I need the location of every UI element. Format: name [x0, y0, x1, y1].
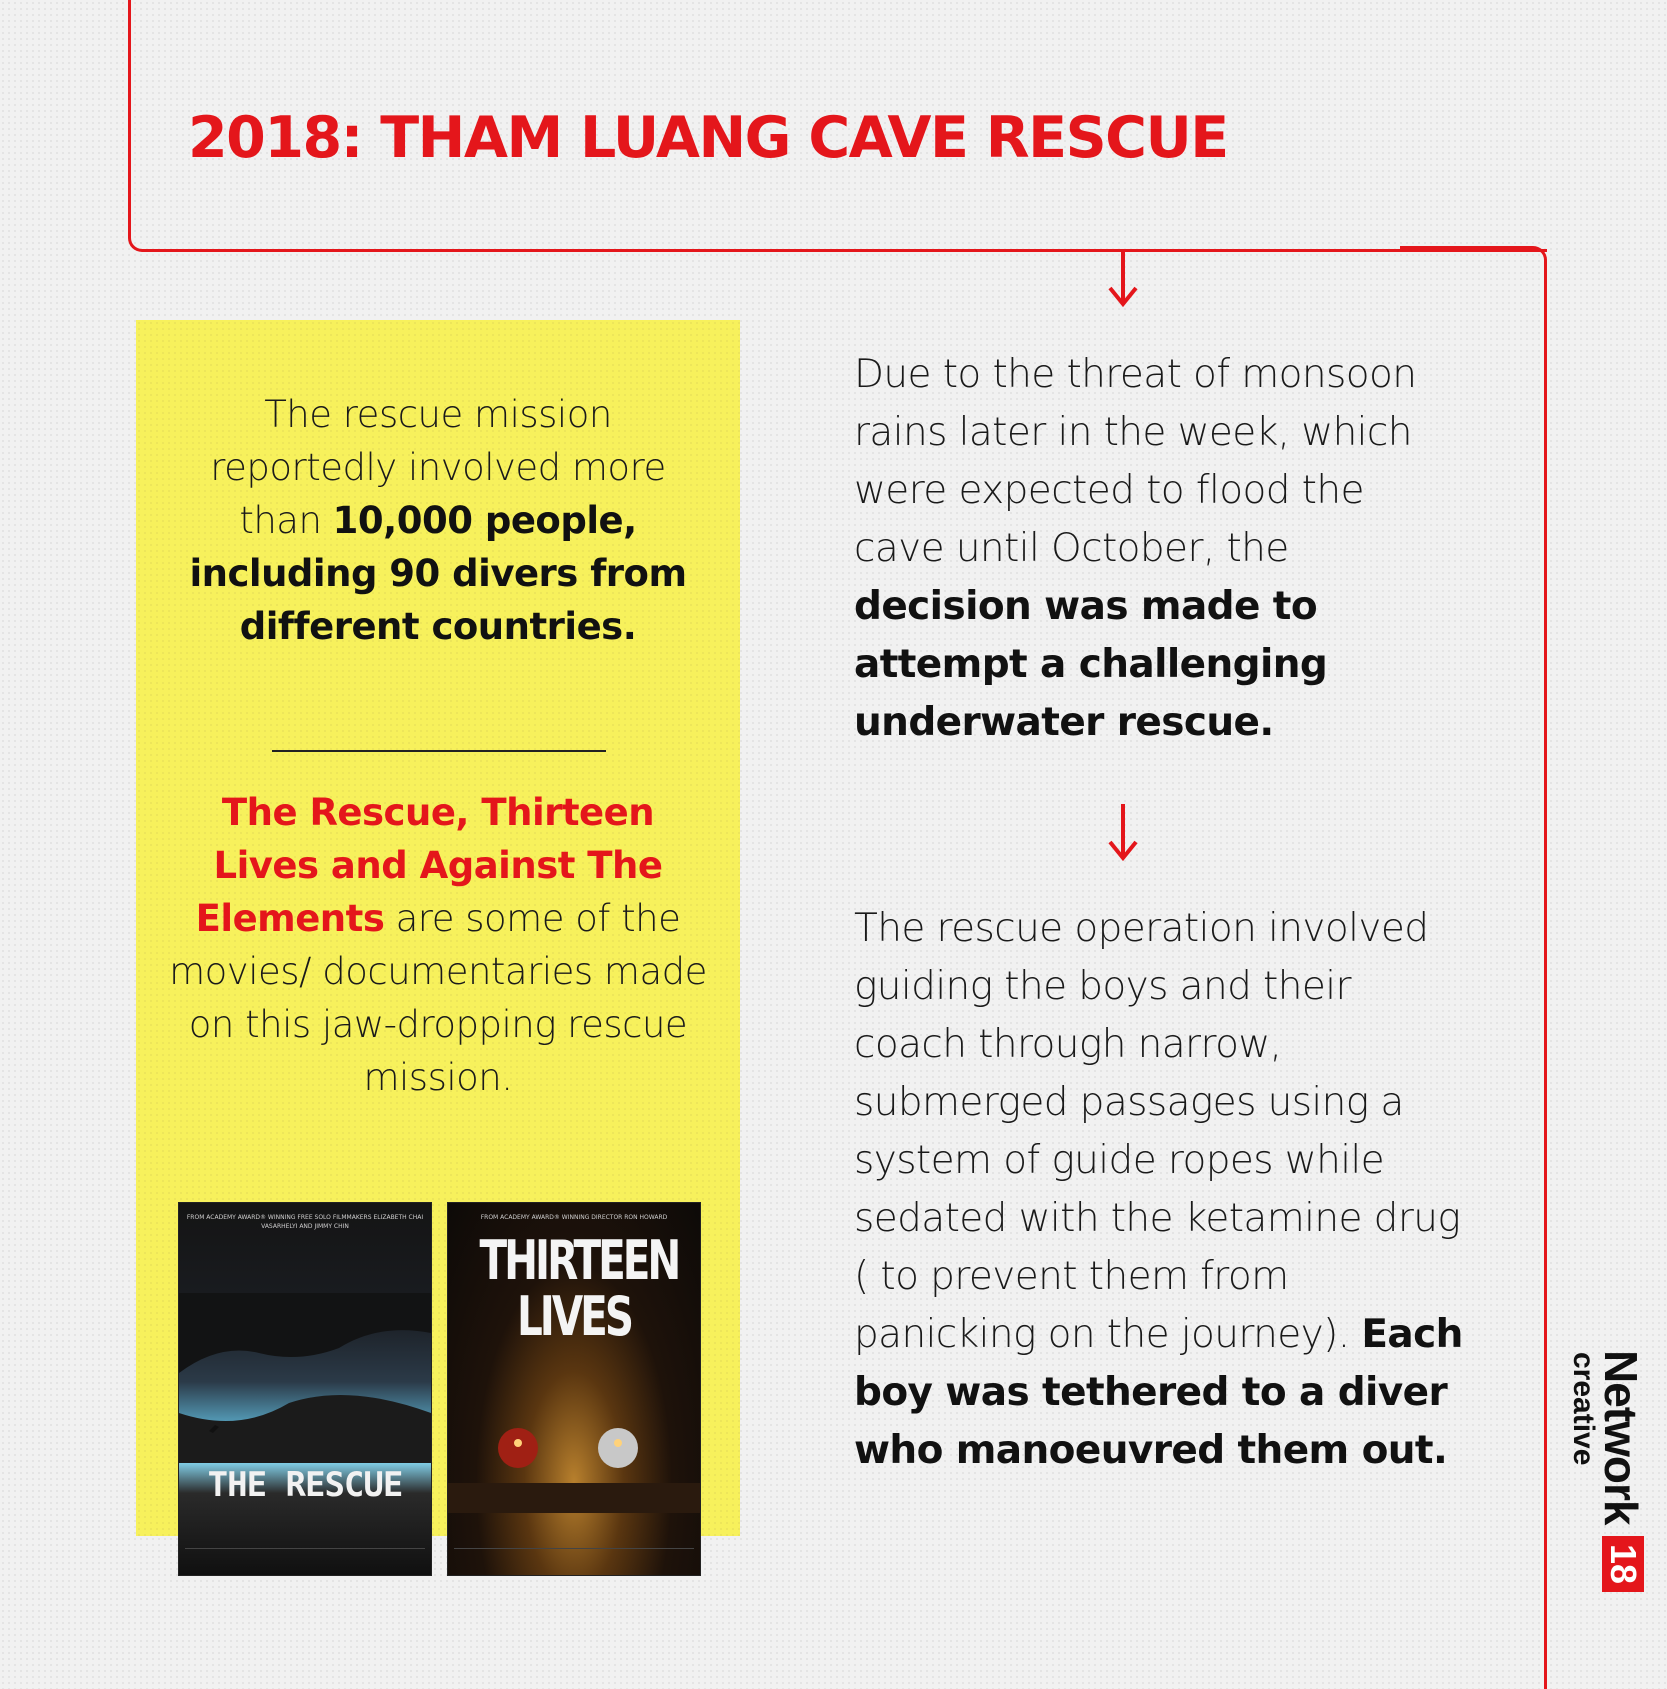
poster-thirteen-lives — [447, 1202, 701, 1576]
network18-creative-logo — [1548, 1350, 1648, 1600]
poster-the-rescue-tagline: FROM ACADEMY AWARD® WINNING FREE SOLO FILMMAKERS ELIZABETH CHAI VASARHELYI AND JIMMY CHIN — [186, 1214, 424, 1230]
text-block-decision-wrap — [854, 346, 1464, 752]
logo-creative-text: creative — [1567, 1352, 1600, 1466]
page-title: 2018: THAM LUANG CAVE RESCUE — [188, 105, 1228, 171]
panel-intro-bold: 10,000 people, including 90 divers from different countries. — [189, 499, 687, 648]
text-block-operation — [854, 900, 1494, 1480]
divers-illustration — [448, 1403, 700, 1513]
text-block-operation-wrap — [854, 900, 1464, 1480]
decision-text: Due to the threat of monsoon rains later in the week, which were expected to flood the cave until October, the — [854, 352, 1417, 571]
poster-credits — [454, 1548, 694, 1567]
movies-text: are some of the movies/ documentaries made on this jaw-dropping rescue mission. — [169, 897, 707, 1099]
operation-bold: Each boy was tethered to a diver who manoeuvred them out. — [854, 1312, 1463, 1473]
cave-silhouette — [179, 1293, 431, 1463]
yellow-panel — [136, 320, 740, 1536]
poster-thirteen-lives-tagline: FROM ACADEMY AWARD® WINNING DIRECTOR RON HOWARD — [480, 1214, 668, 1221]
arrow-down-icon — [1108, 248, 1138, 308]
logo-network-text: Network — [1595, 1350, 1647, 1525]
decision-bold: decision was made to attempt a challenging underwater rescue. — [854, 584, 1328, 745]
poster-credits — [185, 1548, 425, 1567]
operation-text: The rescue operation involved guiding the boys and their coach through narrow, submerged passages using a system of guide ropes while sedated with the ketamine drug ( to prevent them from panicking on the journey). — [854, 906, 1461, 1357]
panel-intro-text: The rescue mission reportedly involved more than — [210, 393, 666, 542]
poster-thirteen-lives-title: THIRTEEN LIVES — [479, 1229, 679, 1348]
logo-18-badge: 18 — [1602, 1536, 1644, 1592]
movies-titles: The Rescue, Thirteen Lives and Against The Elements — [195, 791, 663, 940]
arrow-down-icon — [1108, 802, 1138, 862]
text-block-decision — [854, 346, 1494, 752]
panel-intro — [166, 388, 710, 653]
divider — [272, 750, 606, 752]
poster-the-rescue — [178, 1202, 432, 1576]
poster-the-rescue-title: THE RESCUE — [207, 1465, 403, 1505]
panel-movies — [166, 786, 710, 1104]
logo-rotated — [1548, 1350, 1648, 1600]
